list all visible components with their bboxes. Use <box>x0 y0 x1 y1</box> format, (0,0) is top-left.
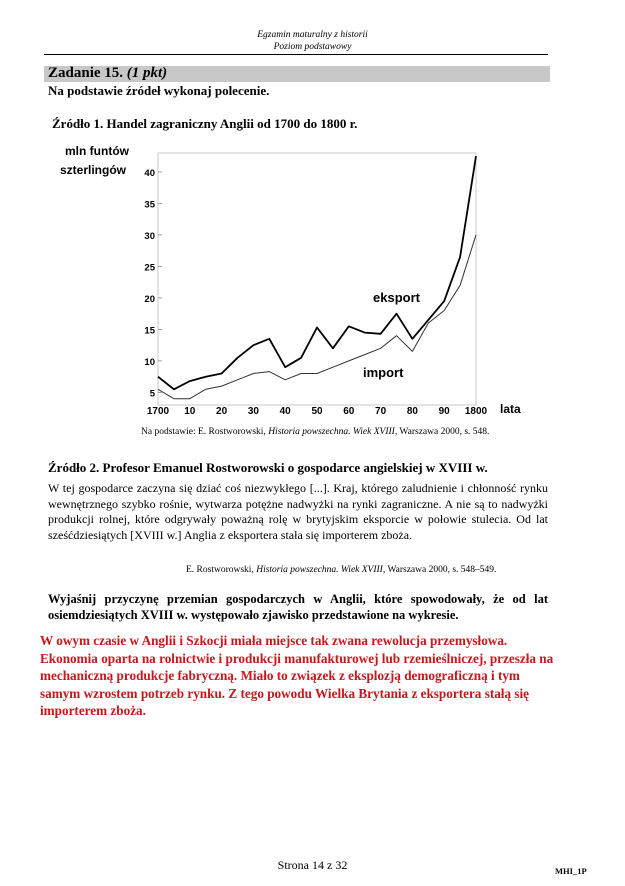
x-tick-label: 70 <box>375 406 387 417</box>
y-tick-label: 5 <box>149 388 155 400</box>
x-tick-label: 1700 <box>146 406 170 417</box>
legend-eksport: eksport <box>373 290 420 305</box>
x-tick-label: 40 <box>279 406 291 417</box>
legend-import: import <box>363 365 404 380</box>
x-tick-label: 1800 <box>464 406 488 417</box>
exam-title: Egzamin maturalny z historii <box>257 30 368 40</box>
y-tick-label: 20 <box>144 293 155 305</box>
y-tick-label: 30 <box>144 230 155 242</box>
x-axis-label: lata <box>500 402 521 416</box>
trade-chart <box>50 140 530 425</box>
y-tick-label: 40 <box>144 167 155 179</box>
x-tick-label: 50 <box>311 406 323 417</box>
answer-text: W owym czasie w Anglii i Szkocji miała miejsce tak zwana rewolucja przemysłowa. Ekonomia oparta na rolnictwie i produkcji manufakturowej lub rzemieślniczej, przeszła na mechaniczną produkcje fabryczną. Miało to związek z eksplozją demograficzną i tym samym wzrostem potrzeb rynku. Z tego powodu Wielka Brytania z eksportera stałą się importerem zboża. <box>40 633 554 718</box>
task-number: Zadanie 15. <box>48 65 124 81</box>
y-tick-label: 10 <box>144 356 155 368</box>
y-tick-label: 25 <box>144 262 155 274</box>
exam-level: Poziom podstawowy <box>273 42 352 52</box>
exam-code: MHI_1P <box>555 866 587 876</box>
y-tick-label: 15 <box>144 325 155 337</box>
source1-title: Źródło 1. Handel zagraniczny Anglii od 1700 do 1800 r. <box>52 116 358 131</box>
x-tick-label: 80 <box>406 406 418 417</box>
source1-caption: Na podstawie: E. Rostworowski, Historia powszechna. Wiek XVIII, Warszawa 2000, s. 548. <box>141 427 490 437</box>
x-tick-label: 90 <box>438 406 450 417</box>
source2-title: Źródło 2. Profesor Emanuel Rostworowski o gospodarce angielskiej w XVIII w. <box>48 460 488 475</box>
x-tick-label: 30 <box>247 406 259 417</box>
x-tick-label: 10 <box>184 406 196 417</box>
y-axis-label-line1: mln funtów <box>65 144 129 158</box>
chart-frame <box>158 153 476 405</box>
source2-caption: E. Rostworowski, Historia powszechna. Wiek XVIII, Warszawa 2000, s. 548–549. <box>186 565 497 575</box>
source2-text: W tej gospodarce zaczyna się dziać coś niezwykłego [...]. Kraj, którego zaludnienie i chłonność rynku wewnętrznego szybko rośnie, wytwarza potężne nadwyżki na rynki zagraniczne. A nie są to nadwyżki produkcji rolnej, które odgrywały poważną rolę w brytyjskim eksporcie w połowie stulecia. Od lat sześćdziesiątych [XVIII w.] Anglia z eksportera stała się importerem zboża. <box>48 481 548 542</box>
task-points: (1 pkt) <box>126 65 168 81</box>
task-title <box>48 65 167 82</box>
y-axis-label-line2: szterlingów <box>60 163 127 177</box>
y-tick-label: 35 <box>144 199 155 211</box>
x-tick-label: 20 <box>216 406 228 417</box>
question-text: Wyjaśnij przyczynę przemian gospodarczych w Anglii, które spowodowały, że od lat osiemdziesiątych XVIII w. występowało zjawisko przedstawione na wykresie. <box>48 592 548 622</box>
page-header <box>0 29 625 53</box>
task-instruction: Na podstawie źródeł wykonaj polecenie. <box>48 83 270 98</box>
page-number: Strona 14 z 32 <box>277 858 348 872</box>
header-divider <box>44 54 548 55</box>
x-tick-label: 60 <box>343 406 355 417</box>
